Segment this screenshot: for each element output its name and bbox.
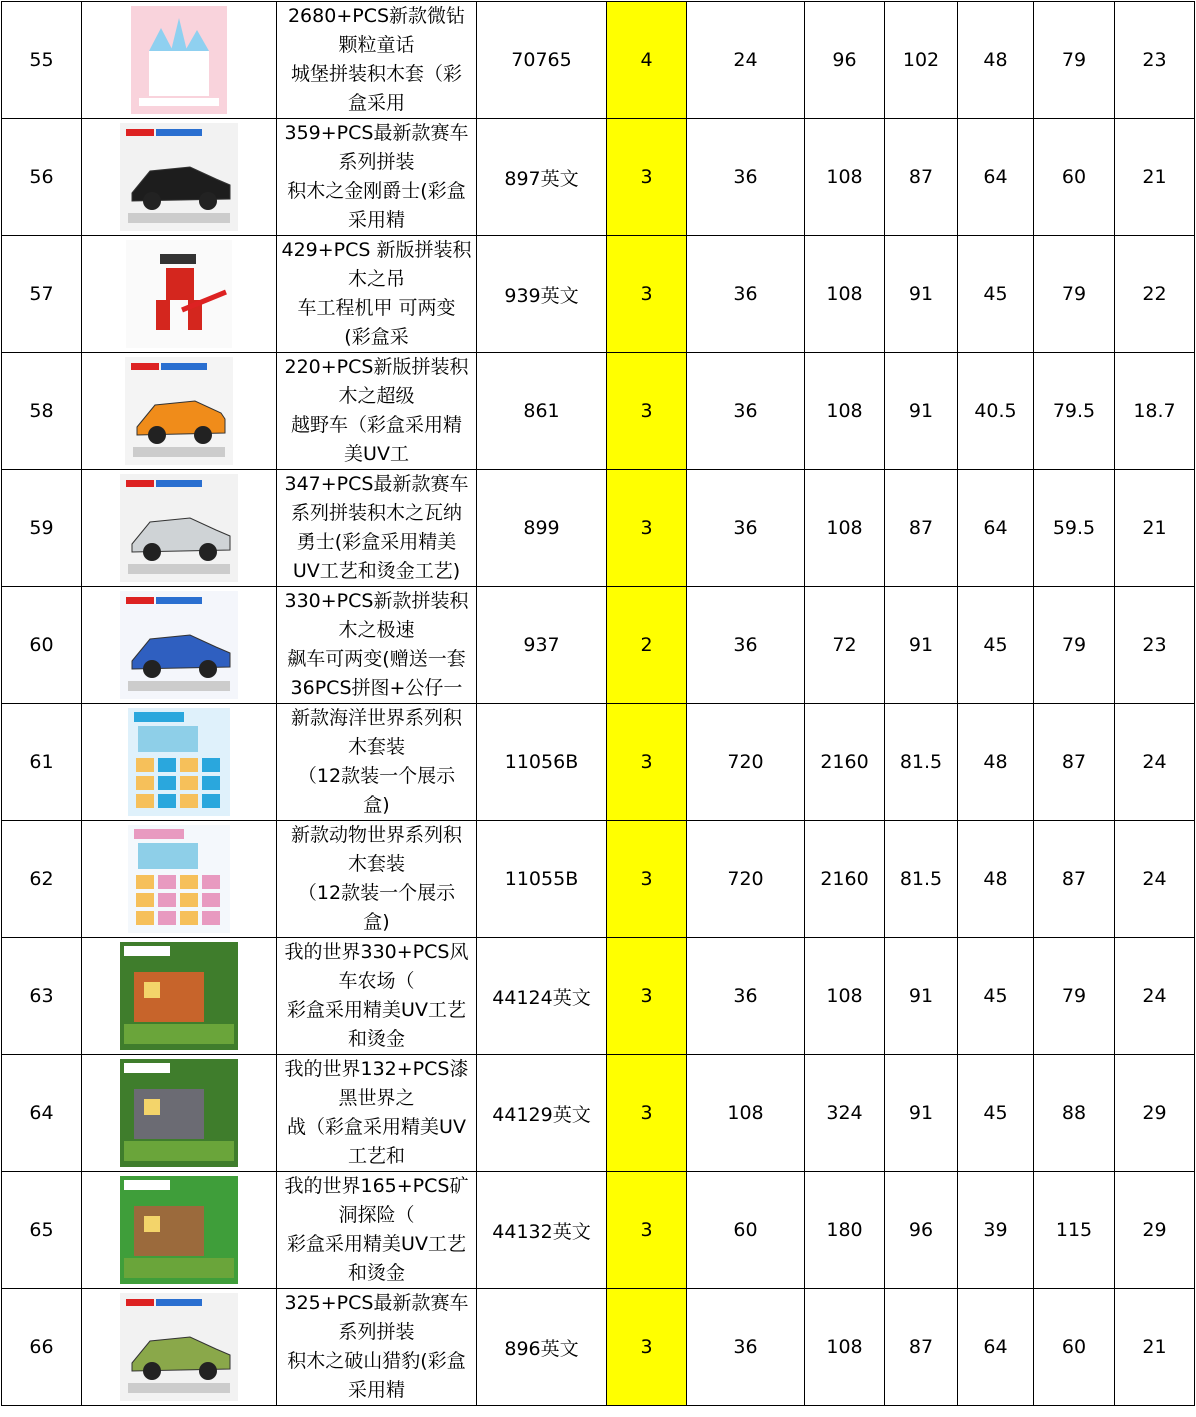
total-cell: 96 [805, 2, 885, 119]
product-name-line: 347+PCS最新款赛车 [284, 473, 469, 495]
pack-count-cell: 2 [607, 587, 687, 704]
product-name-line: 木套装 [347, 853, 405, 875]
product-image-cell [82, 470, 277, 587]
quantity-cell: 36 [687, 119, 805, 236]
carton-height-cell: 59.5 [1034, 470, 1115, 587]
quantity-cell: 24 [687, 2, 805, 119]
table-row [2, 1055, 1195, 1172]
product-image-cell [82, 236, 277, 353]
carton-width-cell: 40.5 [958, 353, 1034, 470]
product-name-cell [277, 704, 477, 821]
weight-cell: 21 [1115, 119, 1195, 236]
product-name-line: UV工艺和烫金工艺) [292, 560, 461, 582]
product-name-cell [277, 1289, 477, 1406]
pack-count-cell: 3 [607, 353, 687, 470]
pack-count-cell: 3 [607, 1055, 687, 1172]
weight-cell: 21 [1115, 1289, 1195, 1406]
row-number-cell: 59 [2, 470, 82, 587]
total-cell: 108 [805, 1289, 885, 1406]
quantity-cell: 36 [687, 1289, 805, 1406]
total-cell: 2160 [805, 821, 885, 938]
carton-length-cell: 91 [885, 353, 958, 470]
model-number-cell: 899 [477, 470, 607, 587]
weight-cell: 18.7 [1115, 353, 1195, 470]
row-number-cell: 62 [2, 821, 82, 938]
product-name-line: 和烫金 [347, 1028, 405, 1050]
pack-count-cell: 3 [607, 119, 687, 236]
product-name-cell [277, 470, 477, 587]
orange-offroad-box-image [125, 357, 233, 465]
product-name-line: 黑世界之 [338, 1087, 415, 1109]
product-name-line: 积木之破山猎豹(彩盒 [287, 1350, 466, 1372]
carton-width-cell: 45 [958, 236, 1034, 353]
product-name-line: (彩盒采 [344, 326, 409, 348]
row-number-cell: 64 [2, 1055, 82, 1172]
total-cell: 72 [805, 587, 885, 704]
product-name-line: 颗粒童话 [338, 34, 415, 56]
carton-length-cell: 87 [885, 1289, 958, 1406]
product-name-line: 城堡拼装积木套（彩 [290, 63, 462, 85]
product-name-line: 我的世界132+PCS漆 [284, 1058, 469, 1080]
pack-count-cell: 3 [607, 938, 687, 1055]
green-race-car-box-image [120, 1293, 238, 1401]
quantity-cell: 60 [687, 1172, 805, 1289]
quantity-cell: 36 [687, 353, 805, 470]
product-name-line: 36PCS拼图+公仔一 [290, 677, 463, 699]
quantity-cell: 720 [687, 821, 805, 938]
carton-width-cell: 39 [958, 1172, 1034, 1289]
row-number-cell: 55 [2, 2, 82, 119]
pack-count-cell: 3 [607, 470, 687, 587]
product-name-line: 战（彩盒采用精美UV [287, 1116, 466, 1138]
carton-length-cell: 91 [885, 1055, 958, 1172]
carton-height-cell: 87 [1034, 704, 1115, 821]
product-name-line: 2680+PCS新款微钻 [287, 5, 466, 27]
carton-length-cell: 81.5 [885, 704, 958, 821]
weight-cell: 24 [1115, 821, 1195, 938]
model-number-cell: 44132英文 [477, 1172, 607, 1289]
product-name-line: 勇士(彩盒采用精美 [296, 531, 457, 553]
product-name-line: 木之吊 [347, 268, 405, 290]
total-cell: 108 [805, 236, 885, 353]
table-row [2, 938, 1195, 1055]
total-cell: 2160 [805, 704, 885, 821]
product-name-line: 429+PCS 新版拼装积 [281, 239, 472, 261]
row-number-cell: 57 [2, 236, 82, 353]
carton-length-cell: 91 [885, 938, 958, 1055]
ocean-party-box-image [128, 708, 230, 816]
pack-count-cell: 3 [607, 236, 687, 353]
quantity-cell: 36 [687, 587, 805, 704]
my-world-farm-box-image [120, 942, 238, 1050]
model-number-cell: 861 [477, 353, 607, 470]
product-name-cell [277, 821, 477, 938]
pack-count-cell: 3 [607, 821, 687, 938]
product-name-line: 工艺和 [347, 1145, 405, 1167]
product-image-cell [82, 938, 277, 1055]
product-name-line: （12款装一个展示 [297, 882, 456, 904]
product-name-line: 车农场（ [338, 970, 415, 992]
weight-cell: 29 [1115, 1172, 1195, 1289]
product-name-line: 车工程机甲 可两变 [297, 297, 456, 319]
product-name-line: 木之超级 [338, 385, 415, 407]
row-number-cell: 56 [2, 119, 82, 236]
carton-width-cell: 45 [958, 587, 1034, 704]
product-name-cell [277, 1055, 477, 1172]
table-row [2, 236, 1195, 353]
product-name-cell [277, 119, 477, 236]
product-name-line: 325+PCS最新款赛车 [284, 1292, 469, 1314]
my-world-dark-box-image [120, 1059, 238, 1167]
model-number-cell: 937 [477, 587, 607, 704]
product-name-cell [277, 2, 477, 119]
model-number-cell: 939英文 [477, 236, 607, 353]
model-number-cell: 896英文 [477, 1289, 607, 1406]
product-name-line: 飙车可两变(赠送一套 [287, 648, 466, 670]
carton-length-cell: 91 [885, 587, 958, 704]
carton-length-cell: 87 [885, 470, 958, 587]
model-number-cell: 897英文 [477, 119, 607, 236]
table-row [2, 1172, 1195, 1289]
product-name-line: 330+PCS新款拼装积 [284, 590, 469, 612]
carton-width-cell: 45 [958, 1055, 1034, 1172]
carton-height-cell: 79 [1034, 938, 1115, 1055]
row-number-cell: 65 [2, 1172, 82, 1289]
weight-cell: 24 [1115, 704, 1195, 821]
quantity-cell: 108 [687, 1055, 805, 1172]
weight-cell: 22 [1115, 236, 1195, 353]
product-image-cell [82, 1172, 277, 1289]
carton-width-cell: 45 [958, 938, 1034, 1055]
row-number-cell: 66 [2, 1289, 82, 1406]
product-name-line: 系列拼装 [338, 1321, 415, 1343]
total-cell: 108 [805, 353, 885, 470]
product-name-cell [277, 938, 477, 1055]
row-number-cell: 61 [2, 704, 82, 821]
white-race-car-box-image [120, 474, 238, 582]
carton-height-cell: 115 [1034, 1172, 1115, 1289]
pack-count-cell: 4 [607, 2, 687, 119]
product-name-cell [277, 236, 477, 353]
product-image-cell [82, 704, 277, 821]
carton-length-cell: 87 [885, 119, 958, 236]
product-name-line: 盒采用 [347, 92, 405, 114]
product-image-cell [82, 1055, 277, 1172]
product-name-line: 越野车（彩盒采用精 [290, 414, 462, 436]
product-name-line: 359+PCS最新款赛车 [284, 122, 469, 144]
carton-width-cell: 64 [958, 470, 1034, 587]
model-number-cell: 44124英文 [477, 938, 607, 1055]
total-cell: 108 [805, 119, 885, 236]
model-number-cell: 11055B [477, 821, 607, 938]
product-name-line: 木套装 [347, 736, 405, 758]
table-row [2, 2, 1195, 119]
black-race-car-box-image [120, 123, 238, 231]
product-name-line: 彩盒采用精美UV工艺 [287, 999, 466, 1021]
product-name-line: 新款动物世界系列积 [290, 824, 462, 846]
carton-height-cell: 79 [1034, 587, 1115, 704]
product-name-cell [277, 587, 477, 704]
carton-height-cell: 60 [1034, 1289, 1115, 1406]
carton-height-cell: 79 [1034, 236, 1115, 353]
carton-width-cell: 48 [958, 2, 1034, 119]
total-cell: 180 [805, 1172, 885, 1289]
product-name-line: 新款海洋世界系列积 [290, 707, 462, 729]
product-name-line: 系列拼装积木之瓦纳 [290, 502, 462, 524]
table-row [2, 1289, 1195, 1406]
row-number-cell: 60 [2, 587, 82, 704]
product-name-line: 盒) [363, 911, 390, 933]
product-name-line: 彩盒采用精美UV工艺 [287, 1233, 466, 1255]
quantity-cell: 36 [687, 470, 805, 587]
carton-width-cell: 64 [958, 1289, 1034, 1406]
model-number-cell: 44129英文 [477, 1055, 607, 1172]
product-name-line: 积木之金刚爵士(彩盒 [287, 180, 466, 202]
carton-width-cell: 64 [958, 119, 1034, 236]
carton-height-cell: 60 [1034, 119, 1115, 236]
product-table [1, 1, 1195, 1406]
pack-count-cell: 3 [607, 1172, 687, 1289]
product-image-cell [82, 353, 277, 470]
pack-count-cell: 3 [607, 704, 687, 821]
weight-cell: 23 [1115, 2, 1195, 119]
table-row [2, 470, 1195, 587]
product-name-line: 采用精 [347, 209, 405, 231]
product-name-line: 美UV工 [344, 443, 409, 465]
table-row [2, 587, 1195, 704]
weight-cell: 24 [1115, 938, 1195, 1055]
carton-length-cell: 91 [885, 236, 958, 353]
carton-length-cell: 96 [885, 1172, 958, 1289]
product-name-line: 我的世界165+PCS矿 [284, 1175, 469, 1197]
total-cell: 108 [805, 470, 885, 587]
product-image-cell [82, 1289, 277, 1406]
product-name-cell [277, 353, 477, 470]
table-row [2, 704, 1195, 821]
product-image-cell [82, 2, 277, 119]
carton-height-cell: 87 [1034, 821, 1115, 938]
weight-cell: 21 [1115, 470, 1195, 587]
carton-height-cell: 88 [1034, 1055, 1115, 1172]
carton-height-cell: 79.5 [1034, 353, 1115, 470]
product-image-cell [82, 821, 277, 938]
model-number-cell: 70765 [477, 2, 607, 119]
quantity-cell: 36 [687, 236, 805, 353]
product-name-line: 220+PCS新版拼装积 [284, 356, 469, 378]
row-number-cell: 63 [2, 938, 82, 1055]
table-row [2, 821, 1195, 938]
carton-width-cell: 48 [958, 821, 1034, 938]
product-name-line: （12款装一个展示 [297, 765, 456, 787]
carton-height-cell: 79 [1034, 2, 1115, 119]
total-cell: 108 [805, 938, 885, 1055]
quantity-cell: 720 [687, 704, 805, 821]
pink-castle-box-image [131, 6, 227, 114]
table-body [2, 2, 1195, 1406]
red-mech-crane-box-image [126, 240, 232, 348]
carton-length-cell: 81.5 [885, 821, 958, 938]
product-name-line: 木之极速 [338, 619, 415, 641]
weight-cell: 23 [1115, 587, 1195, 704]
table-row [2, 353, 1195, 470]
table-row [2, 119, 1195, 236]
product-name-line: 盒) [363, 794, 390, 816]
product-name-line: 采用精 [347, 1379, 405, 1401]
product-image-cell [82, 119, 277, 236]
carton-width-cell: 48 [958, 704, 1034, 821]
product-name-cell [277, 1172, 477, 1289]
pack-count-cell: 3 [607, 1289, 687, 1406]
police-car-box-image [120, 591, 238, 699]
total-cell: 324 [805, 1055, 885, 1172]
model-number-cell: 11056B [477, 704, 607, 821]
product-image-cell [82, 587, 277, 704]
carton-length-cell: 102 [885, 2, 958, 119]
product-name-line: 我的世界330+PCS风 [284, 941, 469, 963]
row-number-cell: 58 [2, 353, 82, 470]
animal-party-box-image [128, 825, 230, 933]
product-name-line: 洞探险（ [338, 1204, 415, 1226]
my-world-mine-box-image [120, 1176, 238, 1284]
quantity-cell: 36 [687, 938, 805, 1055]
product-name-line: 系列拼装 [338, 151, 415, 173]
product-name-line: 和烫金 [347, 1262, 405, 1284]
weight-cell: 29 [1115, 1055, 1195, 1172]
